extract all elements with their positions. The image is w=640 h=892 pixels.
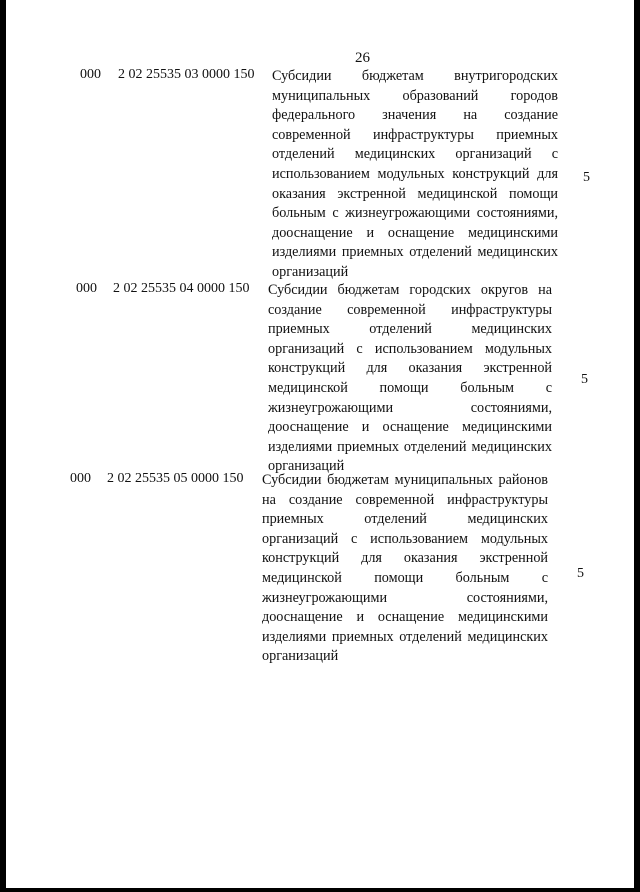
budget-code: 2 02 25535 03 0000 150: [118, 67, 255, 82]
page-number: 26: [355, 50, 370, 66]
entry-description: Субсидии бюджетам муниципальных районов на создание современной инфраструктуры приемных отделений медицинских организаций с использованием модульных конструкций для оказания экстренной медицинской помощи больным с жизнеугрожающими состояниями, дооснащение и оснащение медицинскими изделиями приемных отделений медицинских организаций: [262, 472, 548, 665]
admin-code: 000: [70, 471, 91, 486]
budget-code: 2 02 25535 05 0000 150: [107, 471, 244, 486]
admin-code: 000: [76, 281, 97, 296]
scan-border-bottom: [0, 888, 640, 892]
entry-amount: 5: [581, 372, 588, 387]
entry-description: Субсидии бюджетам городских округов на создание современной инфраструктуры приемных отделений медицинских организаций с использованием модульных конструкций для оказания экстренной медицинской помощи больным с жизнеугрожающими состояниями, дооснащение и оснащение медицинскими изделиями приемных отделений медицинских организаций: [268, 282, 552, 475]
entry-description: Субсидии бюджетам внутригородских муниципальных образований городов федерального значения на создание современной инфраструктуры приемных отделений медицинских организаций с использованием модульных конструкций для оказания экстренной медицинской помощи больным с жизнеугрожающими состояниями, дооснащение и оснащение медицинскими изделиями приемных отделений медицинских организаций: [272, 68, 558, 280]
budget-code: 2 02 25535 04 0000 150: [113, 281, 250, 296]
admin-code: 000: [80, 67, 101, 82]
scan-border-right: [634, 0, 640, 892]
scan-border-left: [0, 0, 6, 892]
entry-amount: 5: [583, 170, 590, 185]
entry-amount: 5: [577, 566, 584, 581]
